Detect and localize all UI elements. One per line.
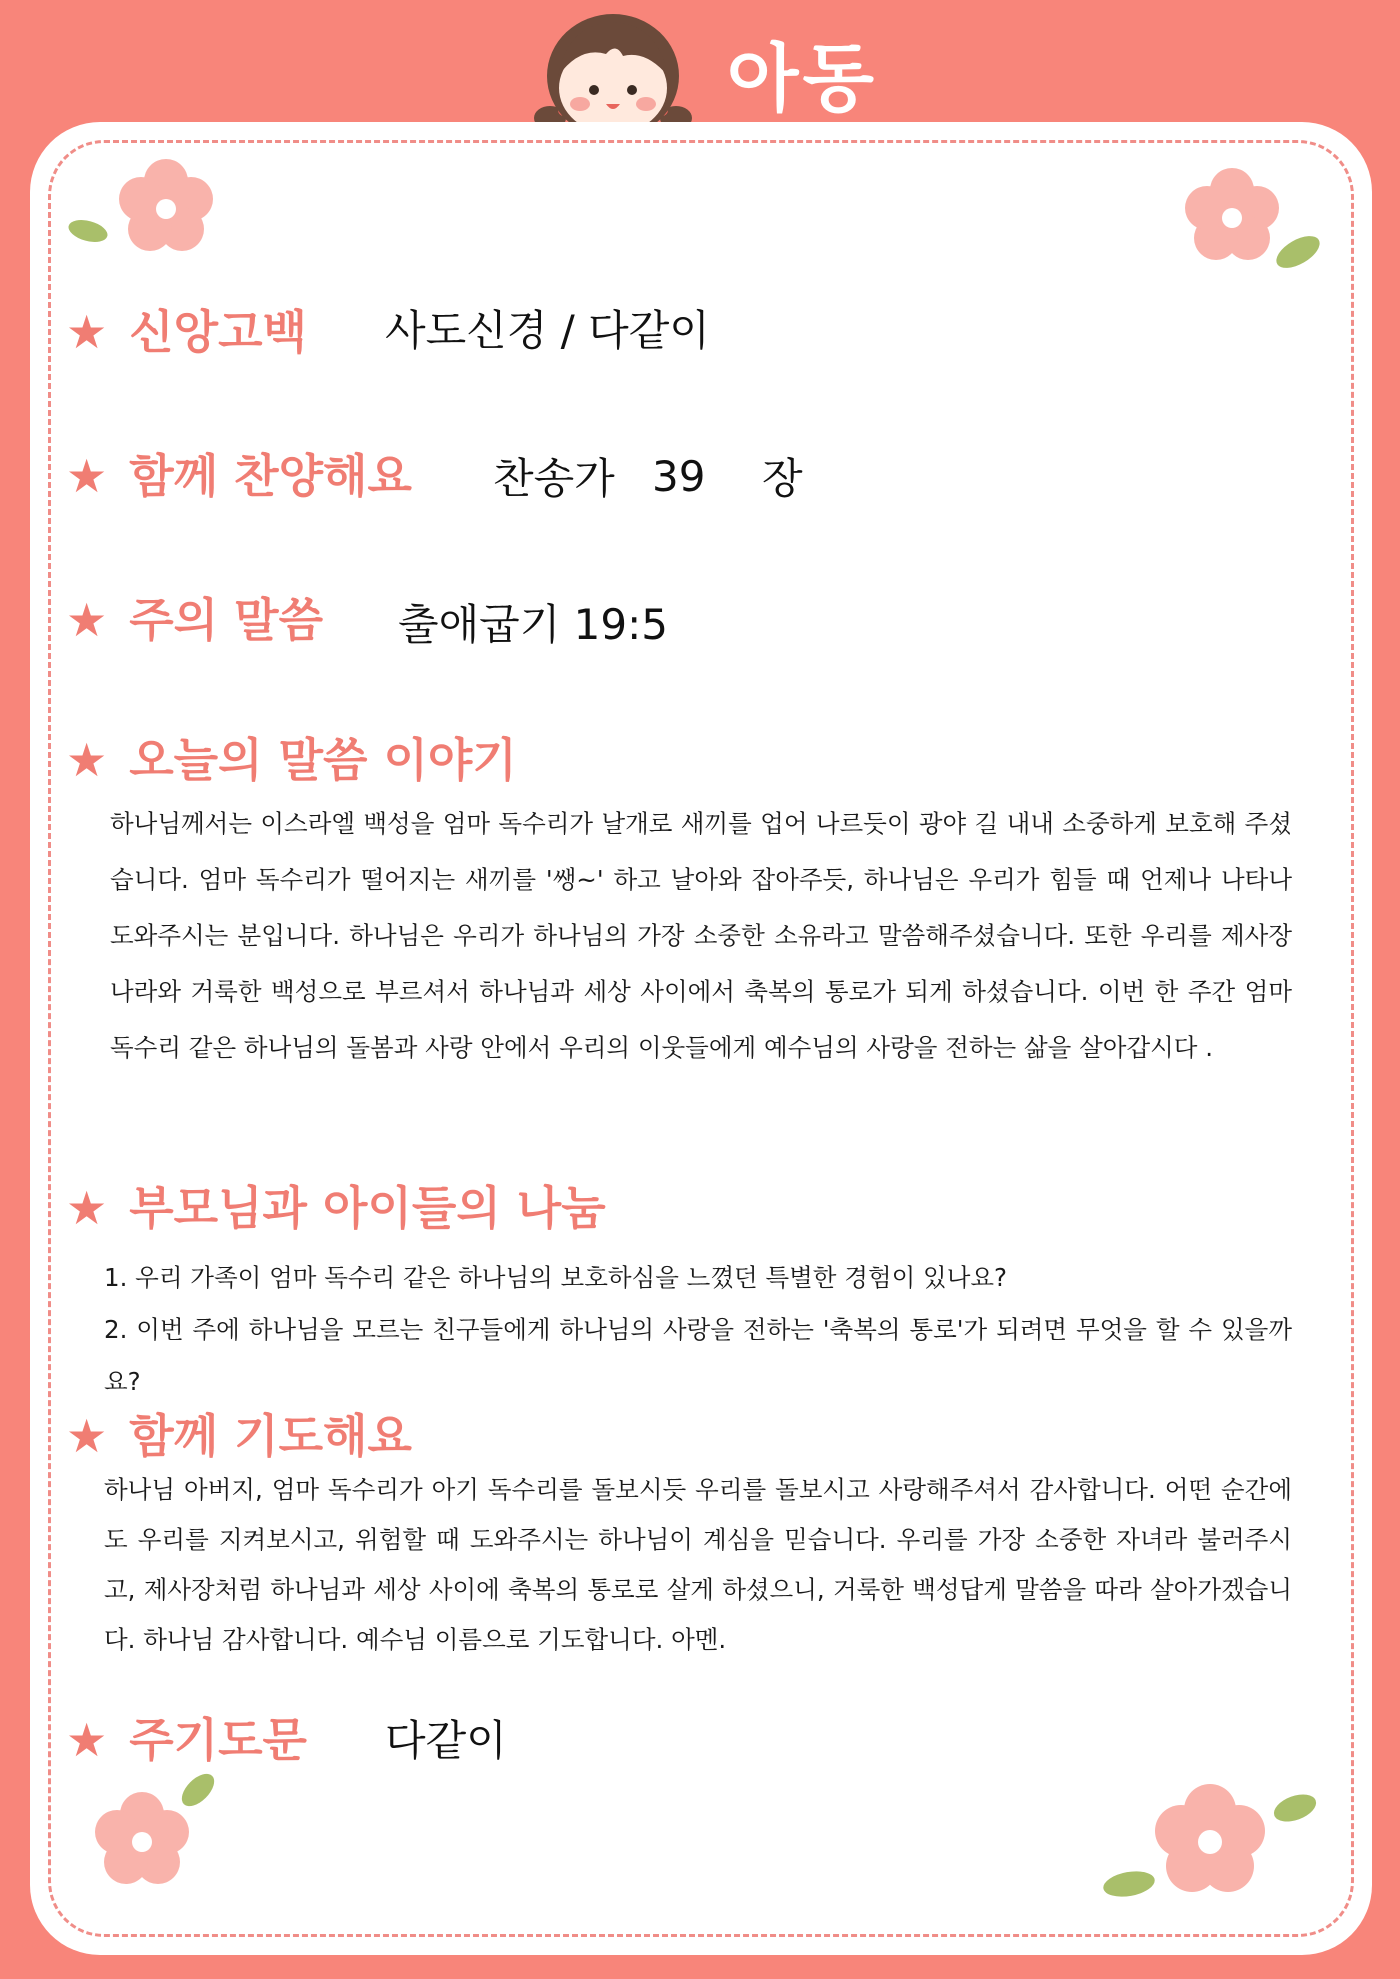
- star-icon: ★: [66, 733, 108, 787]
- story-paragraph: 하나님께서는 이스라엘 백성을 엄마 독수리가 날개로 새끼를 업어 나르듯이 광야 길 내내 소중하게 보호해 주셨습니다. 엄마 독수리가 떨어지는 새끼를 '쌩~' 하고 날아와 잡아주듯, 하나님은 우리가 힘들 때 언제나 나타나 도와주시는 분입니다. 하나님은 우리가 하나님의 가장 소중한 소유라고 말씀해주셨습니다. 또한 우리를 제사장 나라와 거룩한 백성으로 부르셔서 하나님과 세상 사이에서 축복의 통로가 되게 하셨습니다. 이번 한 주간 엄마 독수리 같은 하나님의 돌봄과 사랑 안에서 우리의 이웃들에게 예수님의 사랑을 전하는 삶을 살아갑시다 .: [110, 809, 1292, 1062]
- sharing-question-list: [104, 1252, 1292, 1408]
- verse-reference: 출애굽기 19:5: [398, 600, 668, 649]
- section-label: 주의 말씀: [129, 593, 324, 647]
- section-story-heading: [66, 724, 517, 790]
- section-hymn-heading: [66, 440, 412, 506]
- header-title: 아동: [727, 36, 878, 122]
- star-icon: ★: [66, 1713, 108, 1767]
- section-label: 부모님과 아이들의 나눔: [129, 1181, 606, 1235]
- section-prayer-heading: [66, 1400, 412, 1466]
- list-item: 2. 이번 주에 하나님을 모르는 친구들에게 하나님의 사랑을 전하는 '축복의 통로'가 되려면 무엇을 할 수 있을까요?: [104, 1315, 1292, 1396]
- star-icon: ★: [66, 593, 108, 647]
- section-verse-heading: [66, 584, 323, 650]
- lords-prayer-value: 다같이: [385, 1716, 507, 1765]
- section-label: 오늘의 말씀 이야기: [129, 733, 517, 787]
- list-item: 1. 우리 가족이 엄마 독수리 같은 하나님의 보호하심을 느꼈던 특별한 경험이 있나요?: [104, 1263, 1008, 1292]
- section-creed-heading: [66, 296, 307, 362]
- flower-icon: [80, 1770, 230, 1890]
- section-label: 신앙고백: [129, 305, 307, 359]
- flower-icon: [1095, 1780, 1325, 1905]
- section-label: 함께 찬양해요: [129, 449, 412, 503]
- section-sharing-heading: [66, 1172, 606, 1238]
- hymn-number: 39: [652, 452, 706, 501]
- star-icon: ★: [66, 449, 108, 503]
- flower-icon: [1168, 160, 1328, 275]
- section-label: 주기도문: [129, 1713, 307, 1767]
- flower-icon: [68, 155, 228, 265]
- star-icon: ★: [66, 305, 108, 359]
- prayer-paragraph: 하나님 아버지, 엄마 독수리가 아기 독수리를 돌보시듯 우리를 돌보시고 사랑해주셔서 감사합니다. 어떤 순간에도 우리를 지켜보시고, 위험할 때 도와주시는 하나님이 계심을 믿습니다. 우리를 가장 소중한 자녀라 불러주시고, 제사장처럼 하나님과 세상 사이에 축복의 통로로 살게 하셨으니, 거룩한 백성답게 말씀을 따라 살아가겠습니다. 하나님 감사합니다. 예수님 이름으로 기도합니다. 아멘.: [104, 1475, 1292, 1654]
- section-lords-prayer-heading: [66, 1704, 307, 1770]
- hymn-unit: 장: [762, 454, 803, 503]
- creed-value: 사도신경 / 다같이: [385, 306, 710, 355]
- hymn-book: 찬송가: [493, 454, 615, 503]
- section-label: 함께 기도해요: [129, 1409, 412, 1463]
- star-icon: ★: [66, 1181, 108, 1235]
- star-icon: ★: [66, 1409, 108, 1463]
